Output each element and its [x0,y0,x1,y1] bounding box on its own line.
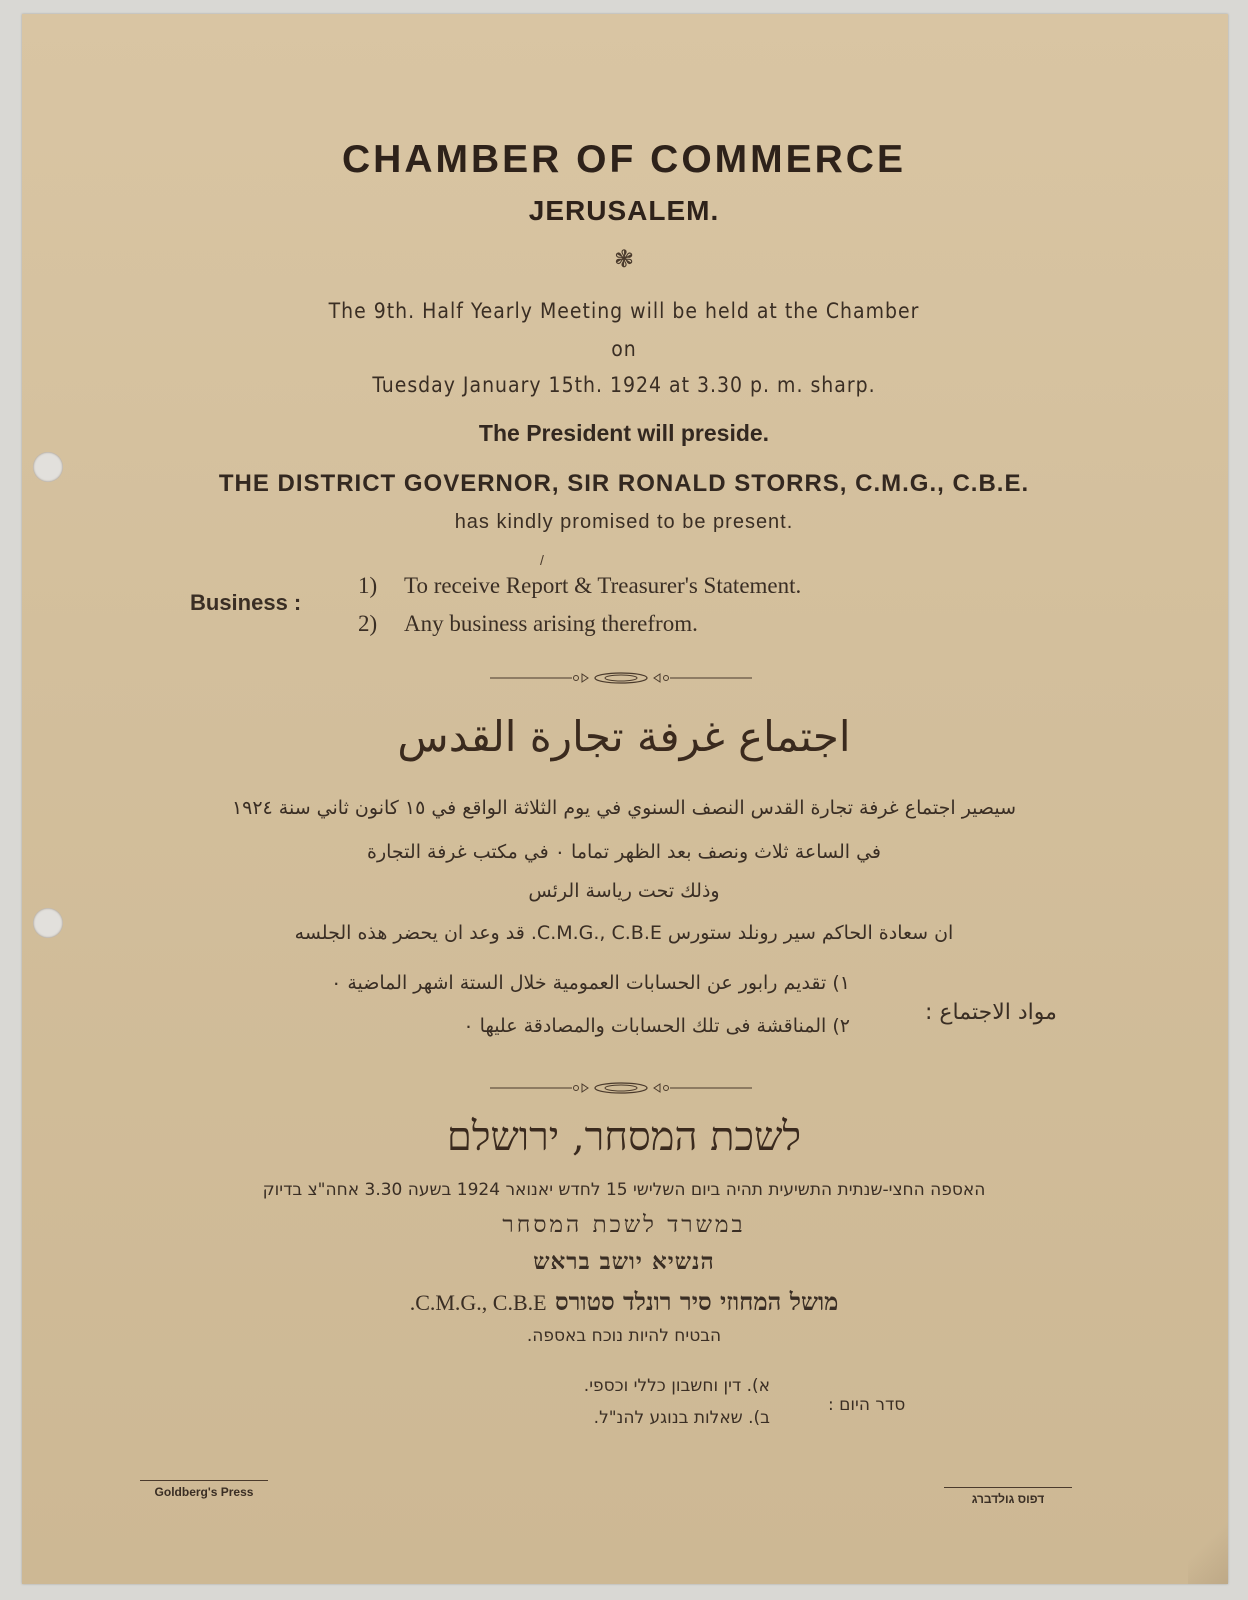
governor-promise: has kindly promised to be present. [454,511,794,533]
arabic-time-place: في الساعة ثلاث ونصف بعد الظهر تماما ٠ في مكتب غرفة التجارة [366,841,882,863]
divider-ornament-icon [490,670,752,686]
divider-ornament-icon [490,1080,752,1096]
arabic-announcement: سيصير اجتماع غرفة تجارة القدس النصف السنوي في يوم الثلاثة الواقع في ١٥ كانون ثاني سنة ١٩٢٤ [231,797,1017,819]
business-item [358,573,801,599]
hebrew-place: במשרד לשכת המסחר [502,1212,746,1238]
stray-mark: / [540,552,544,568]
business-item-text: Any business arising therefrom. [404,611,698,636]
business-item-number: 2) [358,611,378,636]
arabic-preside: وذلك تحت رياسة الرئس [528,880,720,902]
printer-credit-hebrew: דפוס גולדברג [944,1487,1072,1506]
meeting-date: Tuesday January 15th. 1924 at 3.30 p. m. sharp. [372,373,876,397]
business-item-text: To receive Report & Treasurer's Statement. [404,573,802,598]
hebrew-governor [0,1287,1248,1317]
document-subtitle: JERUSALEM. [528,195,720,226]
hebrew-agenda-item: ב). שאלות בנוגע להנ"ל. [593,1408,770,1428]
printer-credit-english: Goldberg's Press [140,1480,268,1499]
flower-ornament-icon: ❃ [613,246,635,273]
hebrew-announcement: האספה החצי-שנתית התשיעית תהיה ביום השלישי 15 לחדש יאנואר 1924 בשעה 3.30 אחה"צ בדיוק [262,1180,986,1200]
meeting-on: on [611,337,637,361]
hebrew-title: לשכת המסחר, ירושלם [446,1114,802,1160]
business-label: Business : [190,590,302,615]
business-item [358,611,698,637]
hebrew-preside: הנשיא יושב בראש [533,1248,715,1275]
arabic-title: اجتماع غرفة تجارة القدس [397,712,851,761]
meeting-announcement: The 9th. Half Yearly Meeting will be held at the Chamber [328,299,920,323]
hebrew-governor-name: מושל המחוזי סיר רונלד סטורס [554,1287,839,1316]
arabic-agenda-item: ١) تقديم رابور عن الحسابات العمومية خلال الستة اشهر الماضية ٠ [331,972,850,994]
document-title: CHAMBER OF COMMERCE [342,138,906,181]
district-governor: THE DISTRICT GOVERNOR, SIR RONALD STORRS, C.M.G., C.B.E. [218,470,1030,497]
business-item-number: 1) [358,573,378,598]
arabic-agenda-item: ٢) المناقشة فى تلك الحسابات والمصادقة عليها ٠ [463,1015,850,1037]
hebrew-promise: הבטיח להיות נוכח באספה. [526,1326,722,1346]
hebrew-governor-honors: C.M.G., C.B.E. [409,1290,547,1315]
arabic-agenda-label: مواد الاجتماع : [925,1000,1057,1025]
president-preside: The President will preside. [478,420,770,446]
hebrew-agenda-item: א). דין וחשבון כללי וכספי. [583,1376,770,1396]
hebrew-agenda-label: סדר היום : [828,1395,906,1415]
arabic-governor: ان سعادة الحاكم سير رونلد ستورس C.M.G., C.B.E. قد وعد ان يحضر هذه الجلسه [294,922,954,944]
